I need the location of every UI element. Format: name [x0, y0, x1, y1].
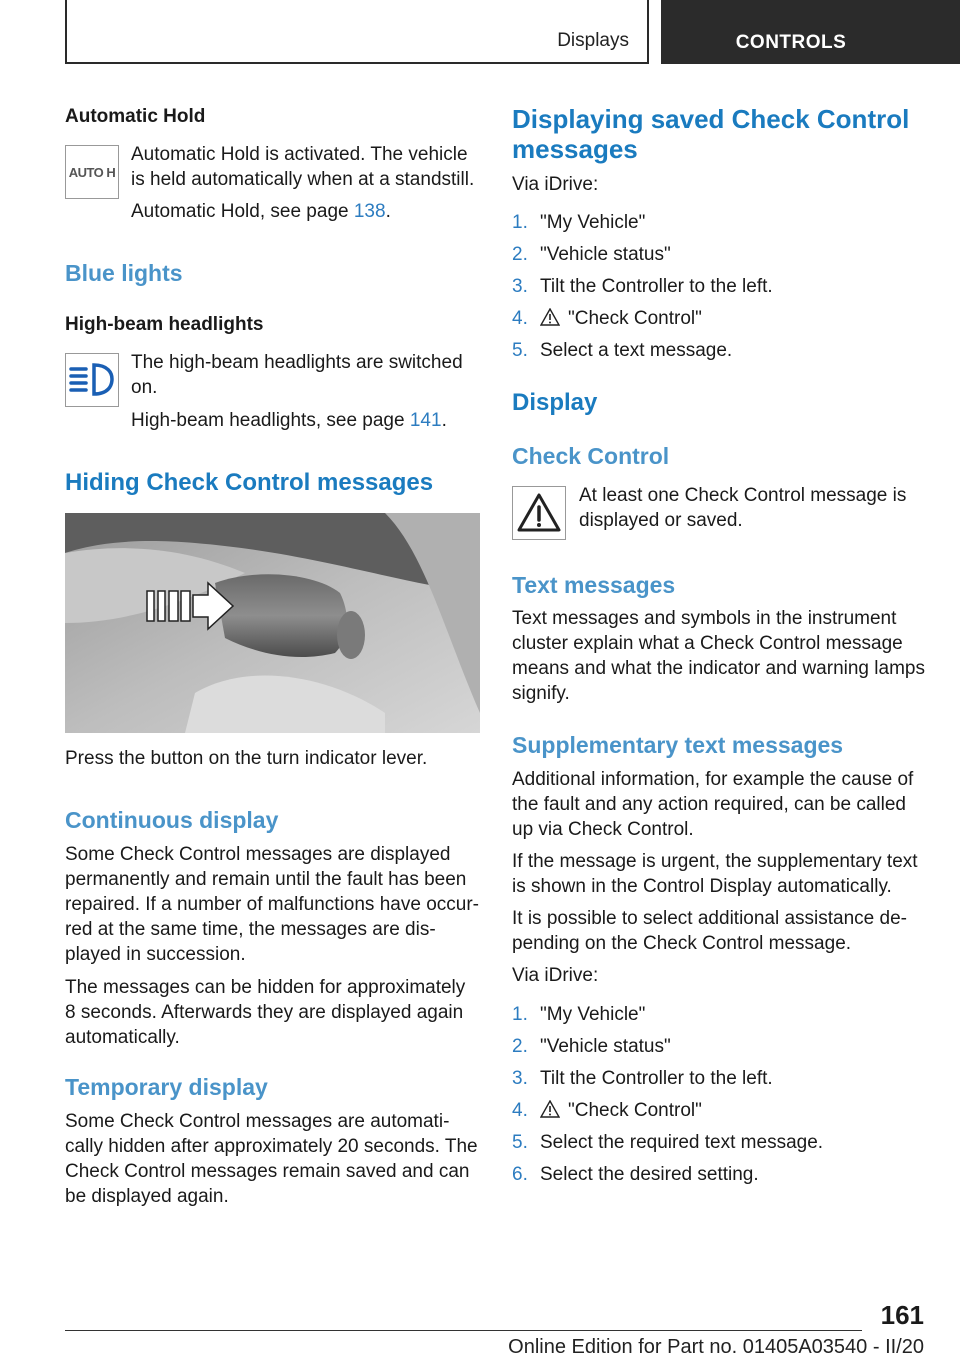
- step-text: "Check Control": [568, 308, 702, 329]
- high-beam-ref: [131, 408, 476, 433]
- auto-hold-icon: [65, 145, 119, 199]
- text-messages-heading: Text messages: [512, 572, 676, 598]
- warning-triangle-icon: [540, 308, 560, 326]
- step-number: 1.: [512, 212, 528, 233]
- page-number: 161: [880, 1300, 924, 1330]
- step-text: Select a text message.: [540, 340, 733, 361]
- step-number: 4.: [512, 1100, 528, 1121]
- header-section-title: Displays: [557, 30, 629, 51]
- step-text: Select the required text message.: [540, 1132, 824, 1153]
- auto-hold-title: Automatic Hold: [65, 106, 206, 127]
- step-number: 3.: [512, 1068, 528, 1089]
- high-beam-page-link[interactable]: 141: [409, 410, 442, 431]
- list-item: [512, 1130, 927, 1162]
- saved-heading: Displaying saved Check Control messages: [512, 104, 910, 164]
- temporary-p1: Some Check Control messages are automatically hidden after approximately 20 seconds. The Check Control messages remain saved and can be displayed again.: [65, 1111, 478, 1207]
- list-item: [512, 1034, 927, 1066]
- high-beam-ref-end: .: [441, 410, 447, 431]
- step-text: "Check Control": [568, 1100, 702, 1121]
- list-item: [512, 210, 927, 242]
- list-item: [512, 1002, 927, 1034]
- hiding-heading: Hiding Check Control messages: [65, 469, 434, 496]
- supplementary-p2: If the message is urgent, the supplementary text is shown in the Control Display automatically.: [512, 851, 918, 897]
- step-number: 2.: [512, 1036, 528, 1057]
- list-item: [512, 306, 927, 338]
- step-number: 2.: [512, 244, 528, 265]
- check-control-warning-icon: [512, 486, 566, 540]
- auto-hold-text: Automatic Hold is activated. The vehicle is held automatically when at a standstill.: [131, 144, 475, 190]
- footer-divider: [65, 1330, 862, 1331]
- saved-via: Via iDrive:: [512, 174, 599, 195]
- text-messages-p1: Text messages and symbols in the instrument cluster explain what a Check Control message means and what the indicator and warning lamps signify.: [512, 608, 925, 704]
- step-text: Tilt the Controller to the left.: [540, 276, 773, 297]
- check-control-text: At least one Check Control message is displayed or saved.: [579, 485, 907, 531]
- step-text: "Vehicle status": [540, 1036, 671, 1057]
- supplementary-steps-list: [512, 1002, 927, 1194]
- supplementary-via: Via iDrive:: [512, 965, 599, 986]
- step-number: 1.: [512, 1004, 528, 1025]
- header-section-box: [65, 0, 649, 64]
- step-number: 4.: [512, 308, 528, 329]
- step-text: Tilt the Controller to the left.: [540, 1068, 773, 1089]
- temporary-heading: Temporary display: [65, 1074, 268, 1100]
- supplementary-p3: It is possible to select additional assistance depending on the Check Control message.: [512, 908, 907, 954]
- blue-lights-heading: Blue lights: [65, 260, 183, 286]
- step-number: 5.: [512, 1132, 528, 1153]
- list-item: [512, 274, 927, 306]
- auto-hold-ref-text: Automatic Hold, see page: [131, 201, 354, 222]
- hiding-caption: Press the button on the turn indicator lever.: [65, 748, 428, 769]
- high-beam-title: High-beam headlights: [65, 314, 264, 335]
- step-number: 6.: [512, 1164, 528, 1185]
- saved-steps-list: [512, 210, 927, 370]
- list-item: [512, 242, 927, 274]
- supplementary-p1: Additional information, for example the cause of the fault and any action required, can be called up via Check Control.: [512, 769, 914, 840]
- auto-hold-page-link[interactable]: 138: [353, 201, 386, 222]
- footer-edition: Online Edition for Part no. 01405A03540 - II/20: [508, 1336, 924, 1358]
- continuous-p2: The messages can be hidden for approximately 8 seconds. Afterwards they are displayed again automatically.: [65, 977, 466, 1048]
- header-chapter-box: [661, 0, 960, 64]
- step-text: Select the desired setting.: [540, 1164, 759, 1185]
- list-item: [512, 1162, 927, 1194]
- supplementary-heading: Supplementary text messages: [512, 732, 844, 758]
- list-item: [512, 338, 927, 370]
- auto-hold-ref: [131, 199, 476, 224]
- step-text: "My Vehicle": [540, 1004, 646, 1025]
- step-number: 5.: [512, 340, 528, 361]
- display-heading: Display: [512, 389, 598, 416]
- check-control-subheading: Check Control: [512, 443, 670, 469]
- high-beam-icon: [65, 353, 119, 407]
- list-item: [512, 1066, 927, 1098]
- continuous-heading: Continuous display: [65, 807, 279, 833]
- list-item: [512, 1098, 927, 1130]
- warning-triangle-icon: [540, 1100, 560, 1118]
- turn-indicator-illustration: [65, 513, 480, 733]
- step-number: 3.: [512, 276, 528, 297]
- high-beam-ref-text: High-beam headlights, see page: [131, 410, 410, 431]
- continuous-p1: Some Check Control messages are displayed permanently and remain until the fault has been repaired. If a number of malfunctions have occurred at the same time, the messages are displayed in succession.: [65, 844, 479, 965]
- step-text: "Vehicle status": [540, 244, 671, 265]
- header-chapter-title: CONTROLS: [735, 32, 847, 53]
- auto-hold-ref-end: .: [385, 201, 391, 222]
- auto-hold-icon-label: AUTO H: [68, 164, 116, 180]
- high-beam-text: The high-beam headlights are switched on.: [131, 352, 463, 398]
- step-text: "My Vehicle": [540, 212, 646, 233]
